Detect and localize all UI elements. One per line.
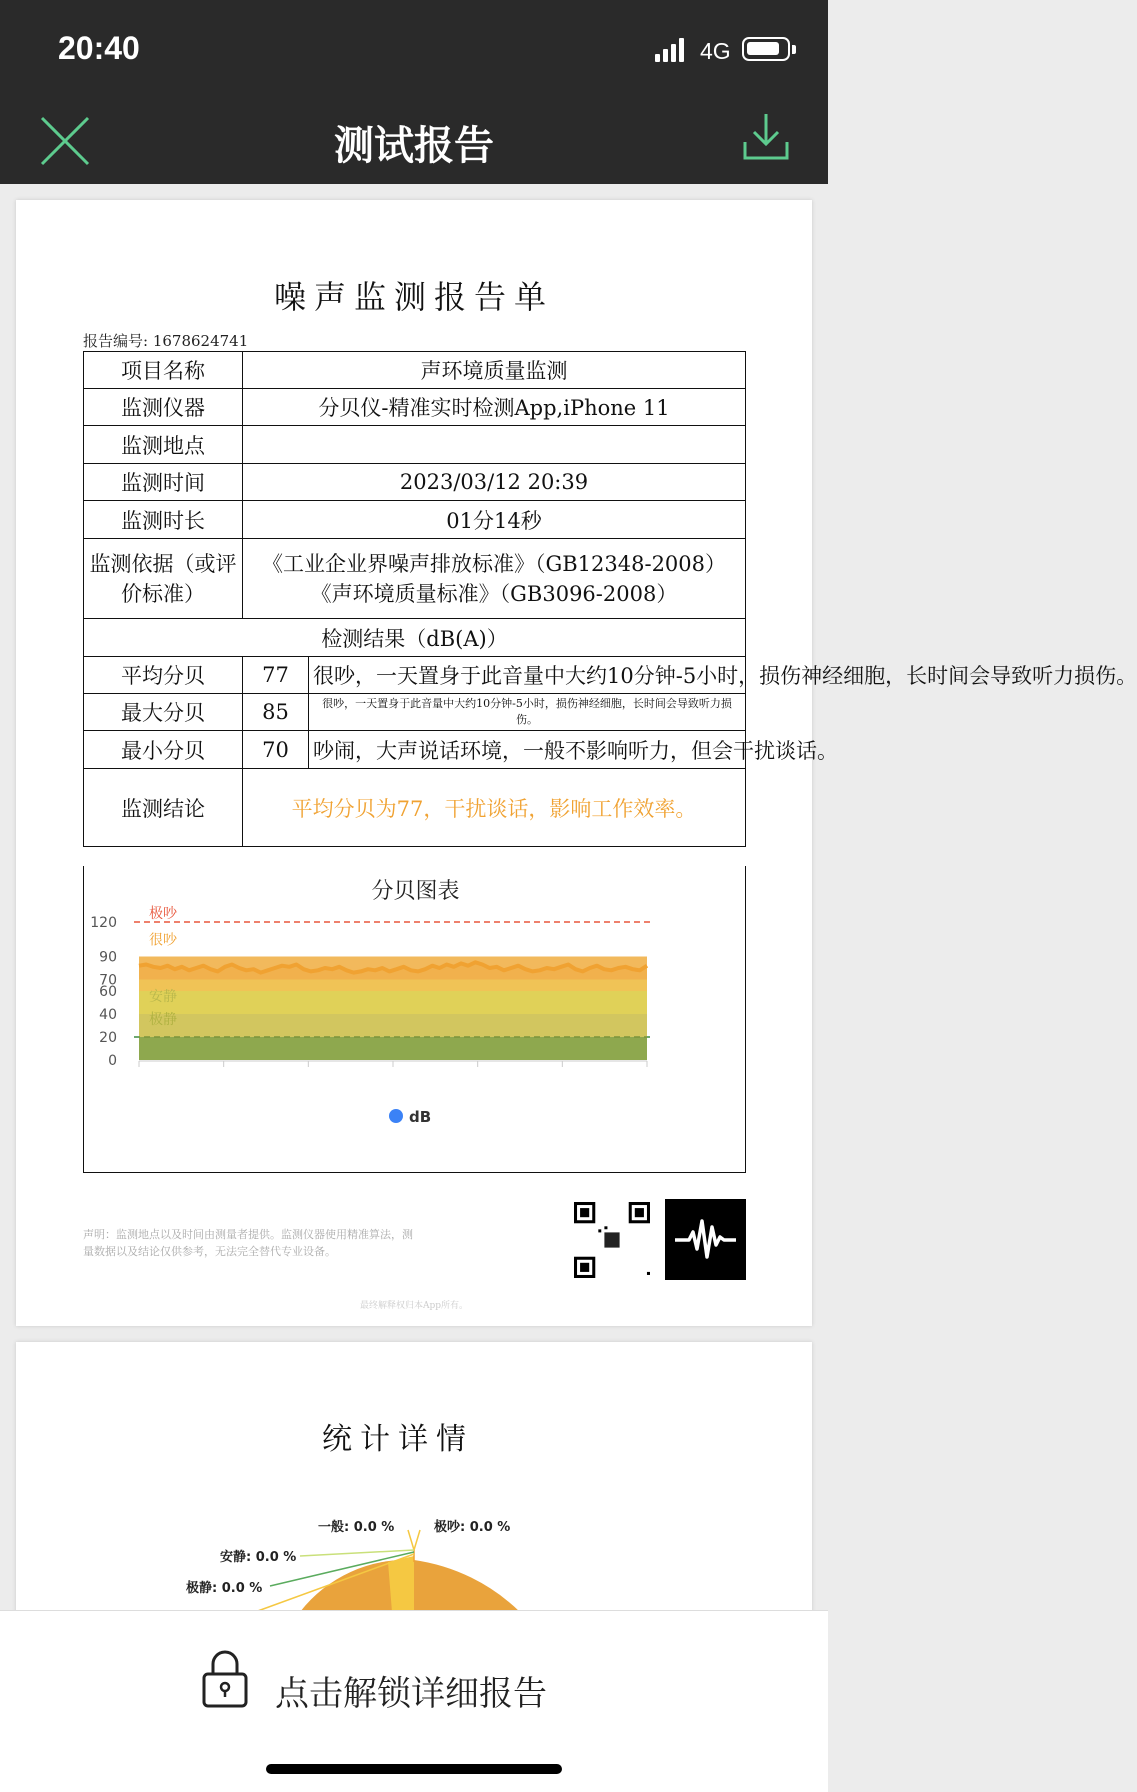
y-tick-label: 70: [99, 972, 117, 989]
row-label: 监测时长: [84, 501, 243, 539]
legend-label: dB: [409, 1108, 432, 1126]
y-tick-label: 60: [99, 984, 117, 1000]
result-desc: 吵闹，大声说话环境，一般不影响听力，但会干扰谈话。: [309, 731, 746, 769]
result-label: 平均分贝: [84, 657, 243, 694]
row-label: 项目名称: [84, 352, 243, 389]
pie-slice: [388, 1556, 414, 1612]
result-desc: 很吵，一天置身于此音量中大约10分钟-5小时，损伤神经细胞，长时间会导致听力损伤。: [309, 694, 746, 731]
table-row: [84, 352, 746, 389]
data-area: [139, 962, 647, 1060]
home-indicator: [266, 1764, 562, 1774]
table-row: [84, 539, 746, 619]
decibel-chart: [84, 866, 747, 1173]
results-header: 检测结果（dB(A)）: [84, 619, 746, 657]
network-type: 4G: [700, 38, 731, 64]
result-value: 70: [243, 731, 309, 769]
app-logo: [665, 1199, 746, 1280]
conclusion-label: 监测结论: [84, 769, 243, 847]
unlock-report-button[interactable]: 点击解锁详细报告: [275, 1674, 547, 1714]
y-tick-label: 120: [90, 915, 117, 931]
report-table: [83, 351, 1137, 847]
basis-line: 《声环境质量标准》（GB3096-2008）: [310, 581, 678, 606]
table-row: [84, 619, 746, 657]
result-desc: 很吵，一天置身于此音量中大约10分钟-5小时，损伤神经细胞，长时间会导致听力损伤。: [309, 657, 746, 694]
table-row: [84, 464, 746, 501]
zone-label: 很吵: [149, 932, 177, 949]
legend-marker: [389, 1109, 403, 1123]
result-label: 最小分贝: [84, 731, 243, 769]
basis-value: [243, 539, 746, 619]
y-tick-label: 0: [108, 1053, 117, 1069]
report-body: [16, 0, 1137, 1400]
row-label: 监测仪器: [84, 389, 243, 426]
row-value: 2023/03/12 20:39: [243, 464, 746, 501]
basis-line: 《工业企业界噪声排放标准》（GB12348-2008）: [261, 551, 727, 576]
qr-code: [574, 1202, 650, 1278]
footer-note: 最终解释权归本App所有。: [359, 1301, 469, 1311]
result-value: 77: [243, 657, 309, 694]
chart-box: [83, 866, 746, 1173]
zone-label: 极吵: [149, 906, 177, 922]
y-tick-label: 20: [99, 1030, 117, 1046]
report-title: 噪声监测报告单: [273, 278, 554, 316]
table-row: [84, 501, 746, 539]
page-title: 测试报告: [334, 124, 494, 168]
result-value: 85: [243, 694, 309, 731]
row-label: 监测时间: [84, 464, 243, 501]
row-value: 分贝仪-精准实时检测App,iPhone 11: [243, 389, 746, 426]
y-tick-label: 90: [99, 949, 117, 966]
table-row: [84, 731, 746, 769]
row-value: [243, 426, 746, 464]
y-tick-label: 40: [99, 1007, 117, 1023]
table-row: [84, 657, 746, 694]
report-number: 报告编号: 1678624741: [83, 332, 249, 350]
table-row: [84, 426, 746, 464]
pie-label: 极吵: 0.0 %: [434, 1520, 511, 1535]
lock-icon: [200, 1643, 250, 1713]
status-time: 20:40: [58, 30, 140, 66]
table-row: [84, 694, 746, 731]
conclusion-value: 平均分贝为77，干扰谈话，影响工作效率。: [243, 769, 746, 847]
pie-label: 极静: 0.0 %: [186, 1581, 263, 1596]
result-label: 最大分贝: [84, 694, 243, 731]
pie-label: 安静: 0.0 %: [220, 1550, 297, 1565]
disclaimer: 声明：监测地点以及时间由测量者提供。监测仪器使用精准算法，测量数据以及结论仅供参考，无法完全替代专业设备。: [83, 1228, 413, 1258]
pie-slice: [414, 1560, 520, 1612]
row-value: 声环境质量监测: [243, 352, 746, 389]
pie-label: 一般: 0.0 %: [318, 1520, 395, 1535]
table-row: [84, 389, 746, 426]
table-row: [84, 769, 746, 847]
row-value: 01分14秒: [243, 501, 746, 539]
row-label: 监测地点: [84, 426, 243, 464]
stats-title: 统计详情: [322, 1422, 474, 1457]
chart-title: 分贝图表: [371, 879, 460, 904]
basis-label: 监测依据（或评价标准）: [84, 539, 243, 619]
